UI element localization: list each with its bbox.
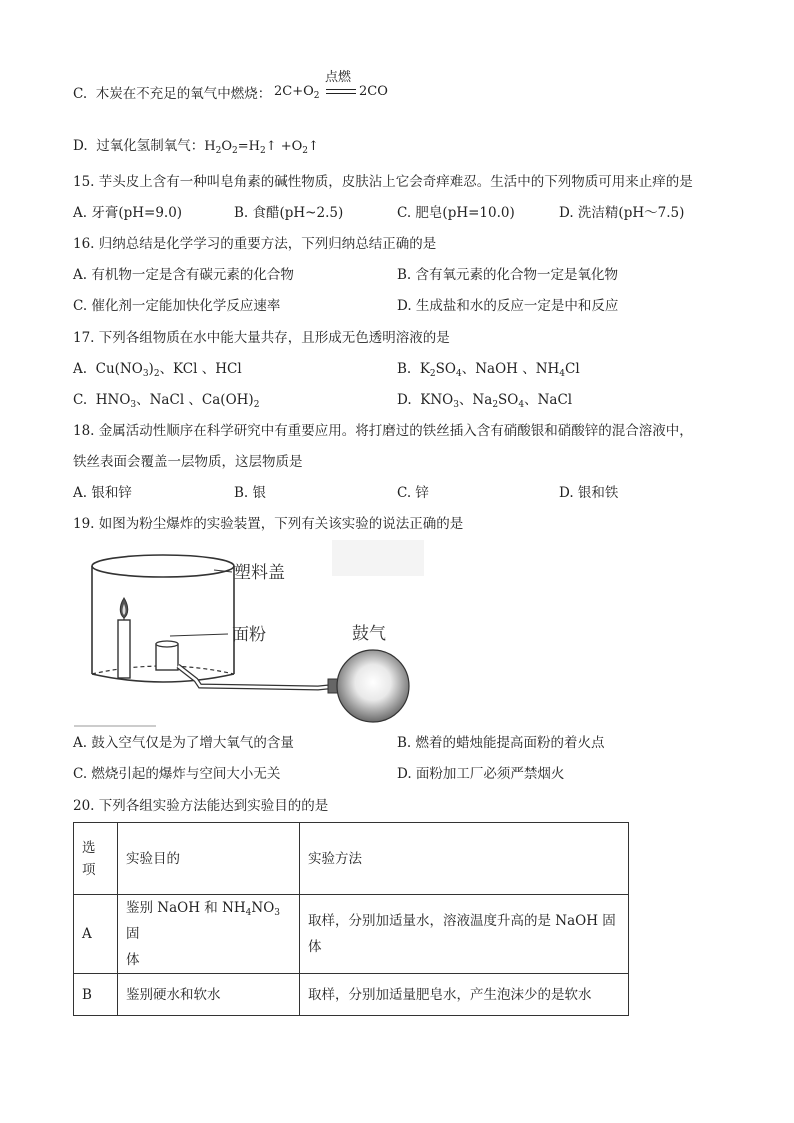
- flour-leader-line: [170, 634, 228, 636]
- flour-label: 面粉: [232, 625, 266, 645]
- q18-option-a: A. 银和锌: [73, 485, 132, 501]
- equation-bar-top: [326, 89, 356, 90]
- row-b-goal: 鉴别硬水和软水: [118, 974, 300, 1016]
- row-a-goal: 鉴别 NaOH 和 $NH_4NO_3$ 固 体: [118, 895, 300, 974]
- flour-cup-icon: [156, 641, 178, 670]
- q18-stem-line2: 铁丝表面会覆盖一层物质，这层物质是: [73, 454, 303, 470]
- q17-stem: 17. 下列各组物质在水中能大量共存，且形成无色透明溶液的是: [73, 330, 450, 346]
- air-tube: [178, 666, 338, 688]
- dust-explosion-apparatus-figure: [70, 540, 430, 730]
- table-row: [74, 895, 629, 974]
- row-b-option: B: [74, 974, 118, 1016]
- q16-stem: 16. 归纳总结是化学学习的重要方法，下列归纳总结正确的是: [73, 236, 437, 252]
- row-a-option: A: [74, 895, 118, 974]
- row-b-method: 取样，分别加适量肥皂水，产生泡沫少的是软水: [300, 974, 629, 1016]
- q18-option-d: D. 银和铁: [559, 485, 619, 501]
- q20-stem: 20. 下列各组实验方法能达到实验目的的是: [73, 798, 329, 814]
- candle-icon: [118, 598, 130, 678]
- header-goal: 实验目的: [118, 823, 300, 895]
- q16-option-b: B. 含有氧元素的化合物一定是氧化物: [397, 267, 619, 283]
- q19-option-c: C. 燃烧引起的爆炸与空间大小无关: [73, 766, 281, 782]
- q16-option-a: A. 有机物一定是含有碳元素的化合物: [73, 267, 294, 283]
- row-a-method: 取样，分别加适量水，溶液温度升高的是 NaOH 固 体: [300, 895, 629, 974]
- q16-option-d: D. 生成盐和水的反应一定是中和反应: [397, 298, 619, 314]
- q15-option-c: C. 肥皂(pH=10.0): [397, 205, 515, 221]
- option-text: 木炭在不充足的氧气中燃烧：: [95, 86, 272, 102]
- header-option: 选 项: [74, 823, 118, 895]
- scan-smudge: [332, 540, 424, 576]
- equation-bar-bottom: [326, 93, 356, 94]
- table-header-row: [74, 823, 629, 895]
- q17-option-b: B. $K_2SO_4$、NaOH 、$NH_4Cl$: [397, 361, 580, 379]
- air-bulb-icon: [337, 650, 409, 722]
- table-row: [74, 974, 629, 1016]
- reaction-condition: 点燃: [325, 70, 352, 85]
- q17-option-a: A. $Cu(NO_3)_2$、KCl 、HCl: [73, 361, 242, 379]
- q14-c-equation-left: $2C+O_2$: [274, 84, 320, 101]
- q15-option-d: D. 洗洁精(pH～7.5): [559, 205, 685, 221]
- experiment-table: [73, 822, 629, 1016]
- q15-stem: 15. 芋头皮上含有一种叫皂角素的碱性物质，皮肤沾上它会奇痒难忍。生活中的下列物质可用来止痒的是: [73, 174, 693, 190]
- q14-c-equation-right: 2CO: [359, 84, 388, 99]
- q17-option-d: D. $KNO_3$、$Na_2SO_4$、NaCl: [397, 392, 573, 410]
- q16-option-c: C. 催化剂一定能加快化学反应速率: [73, 298, 281, 314]
- q19-option-a: A. 鼓入空气仅是为了增大氧气的含量: [73, 735, 294, 751]
- q15-option-b: B. 食醋(pH~2.5): [234, 205, 344, 221]
- q18-option-c: C. 锌: [397, 485, 429, 501]
- lid-label: 塑料盖: [234, 563, 285, 583]
- q19-stem: 19. 如图为粉尘爆炸的实验装置，下列有关该实验的说法正确的是: [73, 516, 464, 532]
- option-label: C.: [73, 86, 88, 102]
- blow-label: 鼓气: [352, 624, 386, 644]
- q19-option-b: B. 燃着的蜡烛能提高面粉的着火点: [397, 735, 605, 751]
- q15-option-a: A. 牙膏(pH=9.0): [73, 205, 183, 221]
- header-method: 实验方法: [300, 823, 629, 895]
- q18-stem-line1: 18. 金属活动性顺序在科学研究中有重要应用。将打磨过的铁丝插入含有硝酸银和硝酸锌的混合溶液中，: [73, 423, 693, 439]
- q14-option-d: D. 过氧化氢制氧气：$H_2O_2=H_2↑$ $+O_2↑$: [73, 138, 319, 156]
- q19-option-d: D. 面粉加工厂必须严禁烟火: [397, 766, 565, 782]
- q18-option-b: B. 银: [234, 485, 267, 501]
- q17-option-c: C. $HNO_3$、NaCl 、$Ca(OH)_2$: [73, 392, 260, 410]
- q14-option-c: [73, 85, 271, 103]
